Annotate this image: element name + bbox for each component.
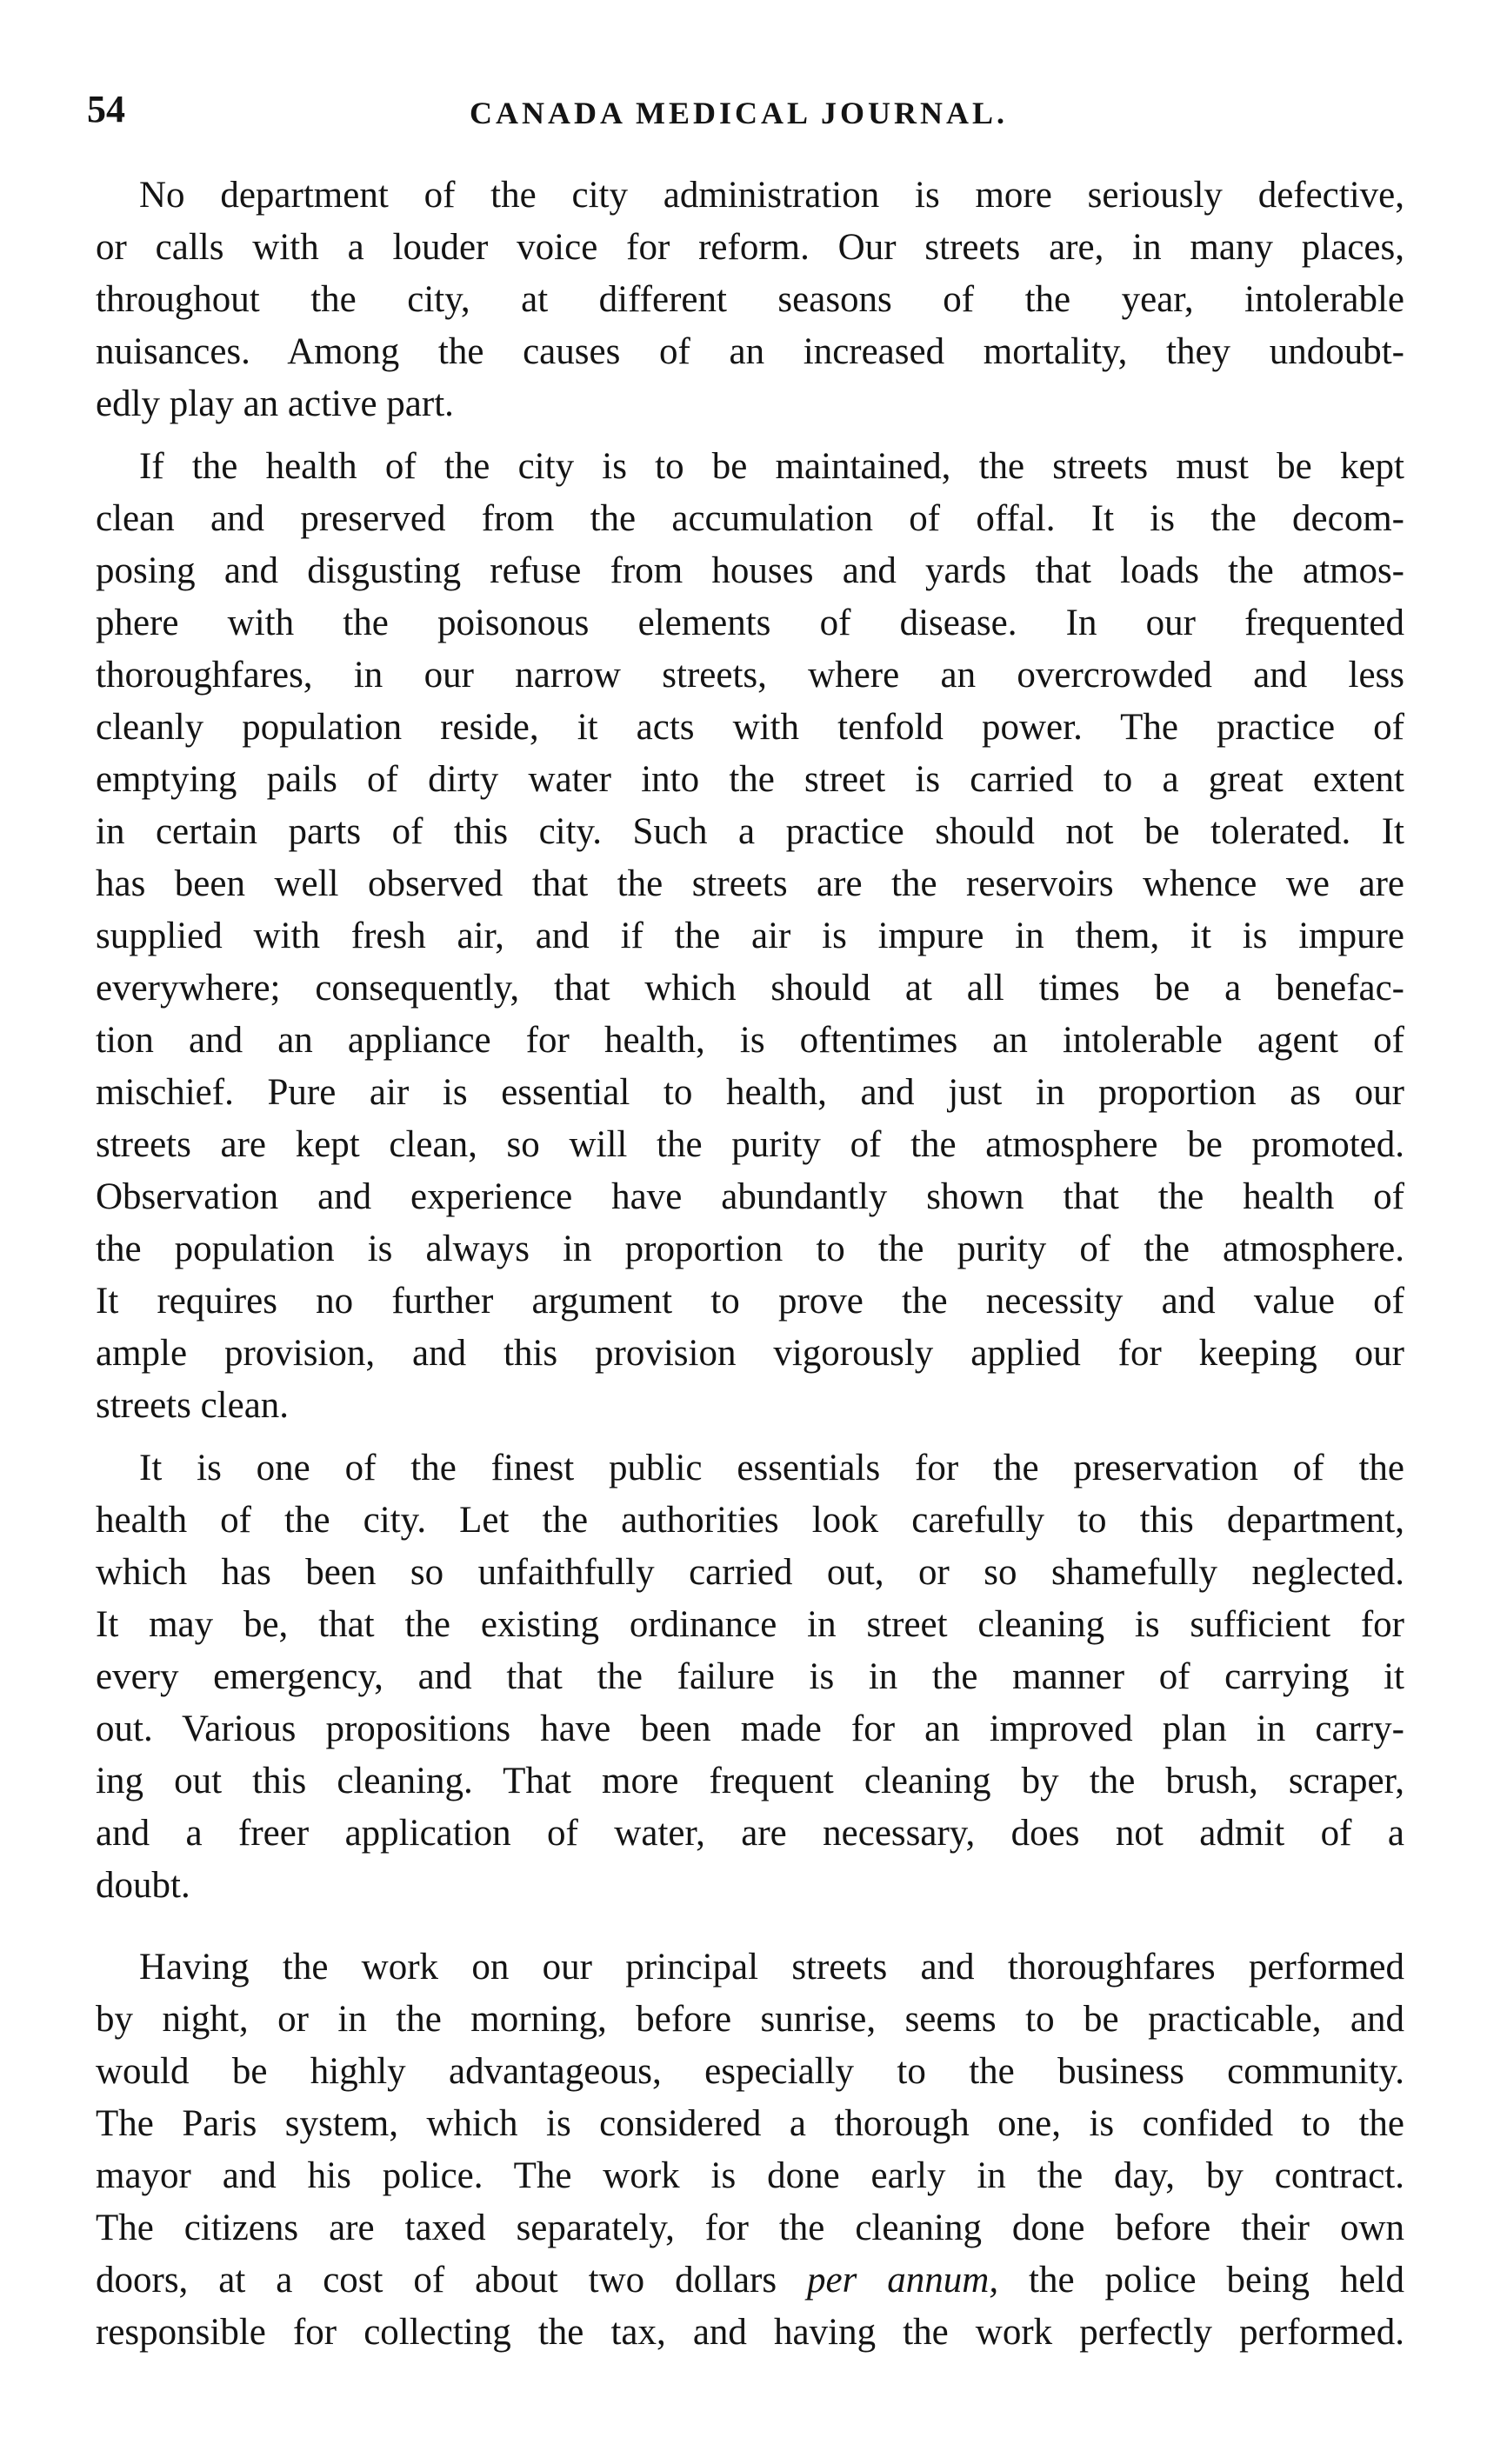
text-line: every emergency, and that the failure is in the manner of carrying it: [96, 1656, 1404, 1697]
text-line: mischief. Pure air is essential to health, and just in proportion as our: [96, 1072, 1404, 1113]
text-segment: the police being held: [998, 2260, 1405, 2301]
text-line: doubt.: [96, 1865, 190, 1906]
text-line: which has been so unfaithfully carried out, or so shamefully neglected.: [96, 1552, 1404, 1593]
page-number: 54: [87, 88, 125, 130]
text-line: streets are kept clean, so will the purity of the atmosphere be promoted.: [96, 1124, 1404, 1165]
text-line: clean and preserved from the accumulation of offal. It is the decom-: [96, 498, 1404, 539]
text-line: It is one of the finest public essentials for the preservation of the: [139, 1448, 1404, 1488]
text-line: tion and an appliance for health, is oftentimes an intolerable agent of: [96, 1020, 1404, 1061]
journal-title: CANADA MEDICAL JOURNAL.: [470, 96, 1009, 130]
text-line: ample provision, and this provision vigorously applied for keeping our: [96, 1333, 1404, 1374]
text-line: No department of the city administration is more seriously defective,: [139, 175, 1404, 216]
running-head: [87, 83, 1417, 144]
text-line: would be highly advantageous, especially to the business community.: [96, 2051, 1404, 2092]
text-line: emptying pails of dirty water into the street is carried to a great extent: [96, 759, 1404, 800]
paragraph: [96, 1941, 1404, 2359]
text-line: The Paris system, which is considered a thorough one, is confided to the: [96, 2103, 1404, 2144]
text-line: Having the work on our principal streets and thoroughfares performed: [139, 1947, 1404, 1988]
text-line: cleanly population reside, it acts with tenfold power. The practice of: [96, 707, 1404, 748]
text-line: thoroughfares, in our narrow streets, where an overcrowded and less: [96, 655, 1404, 696]
text-line: The citizens are taxed separately, for the cleaning done before their own: [96, 2208, 1404, 2248]
text-line: supplied with fresh air, and if the air is impure in them, it is impure: [96, 916, 1404, 956]
text-line: responsible for collecting the tax, and having the work perfectly performed.: [96, 2312, 1404, 2353]
text-line: phere with the poisonous elements of disease. In our frequented: [96, 603, 1404, 643]
text-line: or calls with a louder voice for reform. Our streets are, in many places,: [96, 227, 1404, 268]
text-line: has been well observed that the streets are the reservoirs whence we are: [96, 863, 1404, 904]
text-segment: doors, at a cost of about two dollars: [96, 2260, 808, 2301]
paragraph: [96, 441, 1404, 1432]
text-line: nuisances. Among the causes of an increased mortality, they undoubt-: [96, 331, 1404, 372]
paragraph: [96, 1442, 1404, 1912]
text-line: health of the city. Let the authorities look carefully to this department,: [96, 1500, 1404, 1541]
text-line: the population is always in proportion to the purity of the atmosphere.: [96, 1229, 1404, 1269]
text-line: in certain parts of this city. Such a practice should not be tolerated. It: [96, 811, 1404, 852]
text-line: If the health of the city is to be maintained, the streets must be kept: [139, 446, 1404, 487]
text-line: streets clean.: [96, 1385, 290, 1426]
text-line: ing out this cleaning. That more frequent cleaning by the brush, scraper,: [96, 1761, 1404, 1801]
body-text: [96, 170, 1404, 2359]
paragraph: [96, 170, 1404, 430]
italic-phrase: per annum,: [807, 2260, 999, 2301]
text-line: It may be, that the existing ordinance in street cleaning is sufficient for: [96, 1604, 1404, 1645]
text-line: by night, or in the morning, before sunrise, seems to be practicable, and: [96, 1999, 1404, 2040]
text-line: It requires no further argument to prove the necessity and value of: [96, 1281, 1404, 1322]
text-line: out. Various propositions have been made for an improved plan in carry-: [96, 1708, 1404, 1749]
text-line: mayor and his police. The work is done early in the day, by contract.: [96, 2155, 1404, 2196]
text-line: Observation and experience have abundantly shown that the health of: [96, 1176, 1404, 1217]
text-line: edly play an active part.: [96, 383, 454, 424]
text-line: and a freer application of water, are necessary, does not admit of a: [96, 1813, 1404, 1854]
text-line: throughout the city, at different seasons of the year, intolerable: [96, 279, 1404, 320]
text-line: everywhere; consequently, that which should at all times be a benefac-: [96, 968, 1404, 1009]
text-line-with-italic: [96, 2254, 1404, 2307]
text-line: posing and disgusting refuse from houses and yards that loads the atmos-: [96, 550, 1404, 591]
